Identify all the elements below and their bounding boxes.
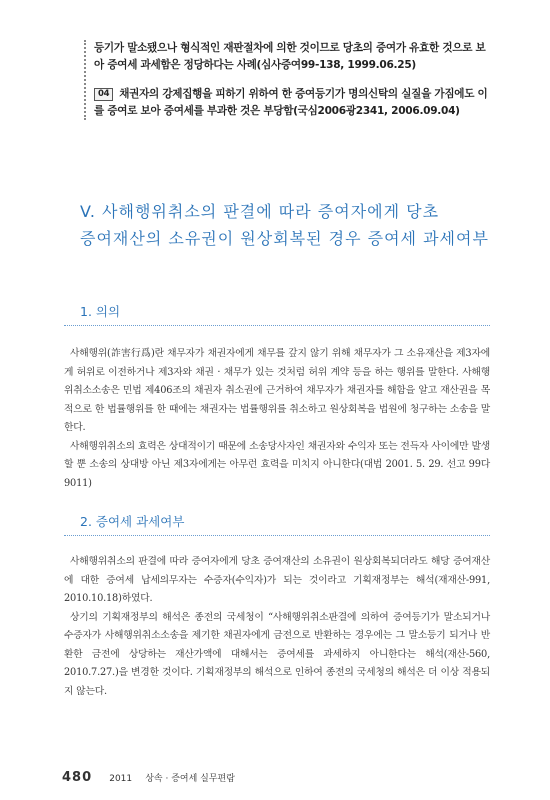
precedent-text: 채권자의 강제집행을 피하기 위하여 한 증여등기가 명의신탁의 실질을 가짐에도 이를 증여로 보아 증여세를 부과한 것은 부당함(국심2006광2341, 2006.09.04) bbox=[94, 88, 488, 117]
subsection-title-meaning: 1. 의의 bbox=[80, 304, 121, 319]
subsection-divider bbox=[64, 325, 490, 326]
item-number-badge: 04 bbox=[94, 88, 113, 101]
precedent-item: 등기가 말소됐으나 형식적인 재판절차에 의한 것이므로 당초의 증여가 유효한 것으로 보아 증여세 과세함은 정당하다는 사례(심사증여99-138, 1999.06.25) bbox=[94, 42, 486, 71]
section-title-line1: V. 사해행위취소의 판결에 따라 증여자에게 당초 bbox=[80, 202, 440, 221]
body-paragraph: 사해행위취소의 판결에 따라 증여자에게 당초 증여재산의 소유권이 원상회복되더라도 해당 증여재산에 대한 증여세 납세의무자는 수증자(수익자)가 되는 것이라고 기획재정부는 해석(재재산-991, 2010.10.18)하였다. bbox=[64, 556, 490, 604]
precedent-item bbox=[94, 86, 494, 120]
section-title bbox=[80, 198, 510, 252]
page-footer bbox=[62, 766, 235, 785]
subsection-divider bbox=[64, 535, 490, 536]
footer-year: 2011 bbox=[109, 774, 133, 784]
body-paragraph: 사해행위(詐害行爲)란 채무자가 채권자에게 채무를 갚지 않기 위해 채무자가 그 소유재산을 제3자에게 허위로 이전하거나 제3자와 채권 · 채무가 있는 것처럼 허위 계약 등을 하는 행위를 말한다. 사해행위취소소송은 민법 제406조의 채권자 취소권에 근거하여 채무자가 채권자를 해함을 알고 재산권을 목적으로 한 법률행위를 한 때에는 채권자는 법률행위를 취소하고 원상회복을 법원에 청구하는 소송을 말한다. bbox=[64, 348, 490, 433]
page-number: 480 bbox=[62, 770, 93, 785]
body-paragraph: 사해행위취소의 효력은 상대적이기 때문에 소송당사자인 채권자와 수익자 또는 전득자 사이에만 발생할 뿐 소송의 상대방 아닌 제3자에게는 아무런 효력을 미치지 아니한다(대법 2001. 5. 29. 선고 99다9011) bbox=[64, 440, 490, 489]
body-paragraph: 상기의 기획재정부의 해석은 종전의 국세청이 “사해행위취소판결에 의하여 증여등기가 말소되거나 수증자가 사해행위취소소송을 제기한 채권자에게 금전으로 반환하는 경우에는 그 말소등기 되거나 반환한 금전에 상당하는 재산가액에 대해서는 증여세를 과세하지 아니한다는 해석(재산-560, 2010.7.27.)을 변경한 것이다. 기획재정부의 해석으로 인하여 종전의 국세청의 해석은 더 이상 적용되지 않는다. bbox=[64, 611, 490, 697]
subsection-body-taxation bbox=[64, 553, 490, 701]
subsection-body-meaning bbox=[64, 345, 490, 493]
footer-book-title: 상속 · 증여세 실무편람 bbox=[145, 774, 235, 784]
subsection-title-taxation: 2. 증여세 과세여부 bbox=[80, 514, 185, 529]
precedent-box bbox=[84, 40, 494, 120]
section-title-line2: 증여재산의 소유권이 원상회복된 경우 증여세 과세여부 bbox=[80, 229, 489, 248]
